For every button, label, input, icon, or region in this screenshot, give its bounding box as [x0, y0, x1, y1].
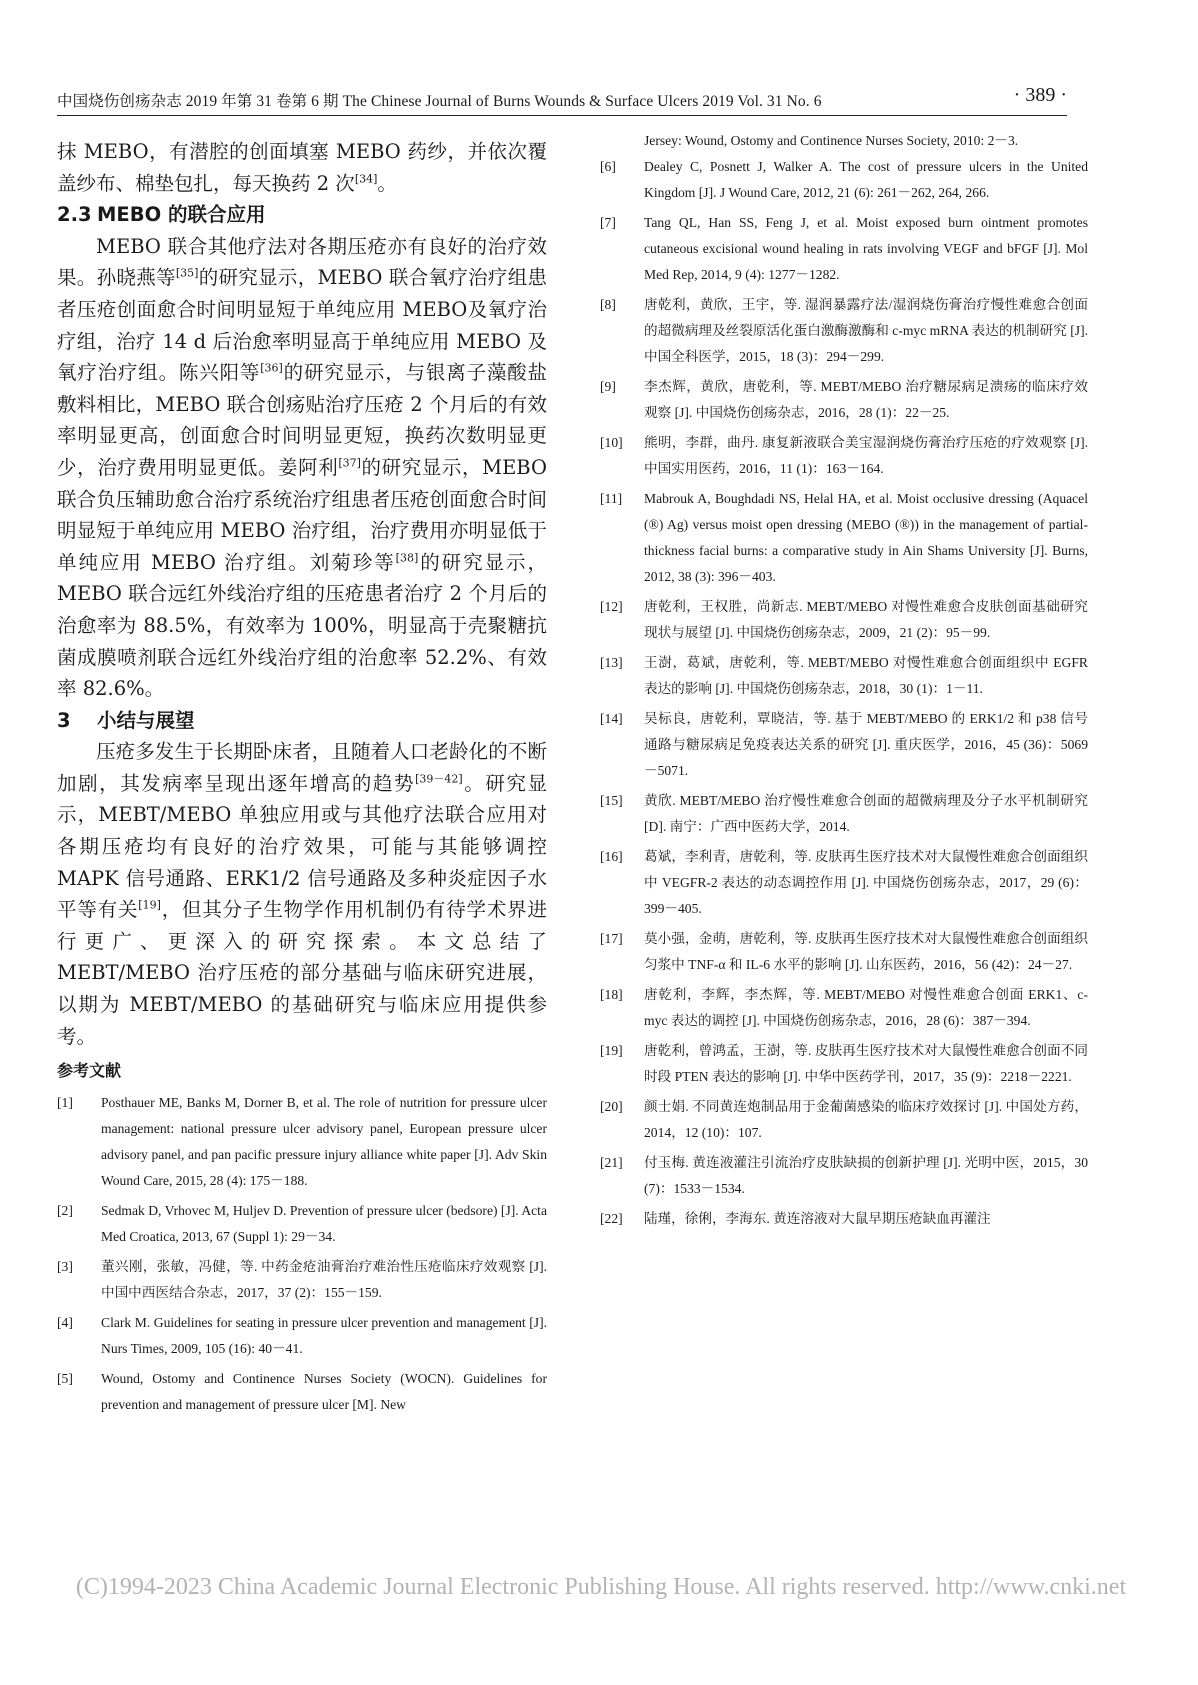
reference-text: Tang QL, Han SS, Feng J, et al. Moist exposed burn ointment promotes cutaneous excisional wound healing in rats involving VEGF and bFGF [J]. Mol Med Rep, 2014, 9 (4): 1277－1282. — [644, 215, 1088, 282]
reference-list-left — [57, 1090, 547, 1418]
running-header — [57, 84, 1067, 116]
reference-text: 葛斌，李利青，唐乾利，等. 皮肤再生医疗技术对大鼠慢性难愈合创面组织中 VEGFR-2 表达的动态调控作用 [J]. 中国烧伤创疡杂志，2017，29 (6)：399－405. — [644, 849, 1088, 916]
reference-number: [2] — [57, 1203, 73, 1219]
citation: [35] — [175, 266, 199, 280]
reference-item — [600, 430, 1088, 482]
text: 压疮多发生于长期卧床者，且随着人口老龄化的不断加剧，其发病率呈现出逐年增高的趋势 — [57, 740, 547, 795]
citation: [36] — [260, 361, 283, 375]
journal-header: 中国烧伤创疡杂志 2019 年第 31 卷第 6 期 The Chinese Journal of Burns Wounds & Surface Ulcers 2019 Vol. 31 No. 6 — [57, 93, 822, 110]
references-title: 参考文献 — [57, 1061, 122, 1081]
reference-text: Posthauer ME, Banks M, Dorner B, et al. The role of nutrition for pressure ulcer management: national pressure ulcer advisory panel, European pressure ulcer advisory panel, and pan pacific pressure injury alliance white paper [J]. Adv Skin Wound Care, 2015, 28 (4): 175－188. — [101, 1095, 547, 1189]
section-heading-2-3 — [57, 199, 547, 231]
reference-item — [600, 926, 1088, 978]
reference-number: [1] — [57, 1095, 73, 1111]
reference-item — [600, 1206, 1088, 1232]
reference-item — [600, 1150, 1088, 1202]
text: 。研究显示，MEBT/MEBO 单独应用或与其他疗法联合应用对各期压疮均有良好的治疗效果，可能与其能够调控 MAPK 信号通路、ERK1/2 信号通路及多种炎症因子水平等有关 — [57, 771, 547, 922]
section-number: 3 — [57, 708, 71, 732]
reference-text: 李杰辉，黄欣，唐乾利，等. MEBT/MEBO 治疗糖尿病足溃疡的临床疗效观察 [J]. 中国烧伤创疡杂志，2016，28 (1)：22－25. — [644, 379, 1088, 420]
reference-text: 陆瑾，徐俐，李海东. 黄连溶液对大鼠早期压疮缺血再灌注 — [644, 1211, 991, 1226]
reference-number: [5] — [57, 1371, 73, 1387]
citation: [34] — [354, 172, 378, 186]
reference-number: [3] — [57, 1259, 73, 1275]
reference-number: [22] — [600, 1211, 623, 1226]
reference-item — [600, 650, 1088, 702]
reference-number: [4] — [57, 1315, 73, 1331]
section-number: 2.3 — [57, 203, 92, 227]
reference-item — [600, 210, 1088, 288]
reference-number: [17] — [600, 931, 623, 946]
reference-item — [600, 982, 1088, 1034]
text: 的研究显示，MEBO 联合负压辅助愈合治疗系统治疗组患者压疮创面愈合时间明显短于单纯应用 MEBO 治疗组，治疗费用亦明显低于单纯应用 MEBO 治疗组。刘菊珍等 — [57, 455, 547, 574]
left-column — [57, 136, 547, 1422]
reference-number: [8] — [600, 297, 616, 312]
page-number: · 389 · — [1013, 84, 1067, 106]
reference-text: Clark M. Guidelines for seating in pressure ulcer prevention and management [J]. Nurs Times, 2009, 105 (16): 40－41. — [101, 1315, 547, 1357]
reference-number: [10] — [600, 435, 623, 450]
reference-number: [9] — [600, 379, 616, 394]
reference-number: [13] — [600, 655, 623, 670]
citation: [39－42] — [415, 772, 463, 786]
citation: [37] — [338, 456, 361, 470]
reference-item — [57, 1198, 547, 1250]
text: 的研究显示，MEBO 联合远红外线治疗组的压疮患者治疗 2 个月后的治愈率为 88.5%，有效率为 100%，明显高于壳聚糖抗菌成膜喷剂联合远红外线治疗组的治愈率 52.2%、有效率 82.6%。 — [57, 550, 547, 701]
reference-list-right — [600, 154, 1088, 1232]
reference-number: [19] — [600, 1043, 623, 1058]
text: 抹 MEBO，有潜腔的创面填塞 MEBO 药纱，并依次覆盖纱布、棉垫包扎，每天换药 2 次 — [57, 140, 547, 195]
reference-item — [57, 1366, 547, 1418]
reference-item — [57, 1090, 547, 1194]
reference-number: [21] — [600, 1155, 623, 1170]
reference-number: [6] — [600, 159, 616, 174]
reference-text: 付玉梅. 黄连液灌注引流治疗皮肤缺损的创新护理 [J]. 光明中医，2015，30 (7)：1533－1534. — [644, 1155, 1088, 1196]
reference-item — [600, 374, 1088, 426]
reference-text: Wound, Ostomy and Continence Nurses Society (WOCN). Guidelines for prevention and management of pressure ulcer [M]. New — [101, 1371, 547, 1413]
reference-text: Dealey C, Posnett J, Walker A. The cost of pressure ulcers in the United Kingdom [J]. J Wound Care, 2012, 21 (6): 261－262, 264, 266. — [644, 159, 1088, 200]
reference-number: [11] — [600, 491, 623, 506]
reference-item — [600, 292, 1088, 370]
reference-text: 王澍，葛斌，唐乾利，等. MEBT/MEBO 对慢性难愈合创面组织中 EGFR 表达的影响 [J]. 中国烧伤创疡杂志，2018，30 (1)：1－11. — [644, 655, 1088, 696]
reference-text: Mabrouk A, Boughdadi NS, Helal HA, et al. Moist occlusive dressing (Aquacel (®) Ag) versus moist open dressing (MEBO (®)) in the management of partial-thickness facial burns: a comparative study in Ain Shams University [J]. Burns, 2012, 38 (3): 396－403. — [644, 491, 1088, 584]
right-column — [600, 128, 1088, 1236]
reference-item — [600, 594, 1088, 646]
reference-text: 熊明，李群，曲丹. 康复新液联合美宝湿润烧伤膏治疗压疮的疗效观察 [J]. 中国实用医药，2016，11 (1)：163－164. — [644, 435, 1088, 476]
section-title: 小结与展望 — [97, 708, 195, 732]
text: MEBO 联合其他疗法对各期压疮亦有良好的治疗效果。孙晓燕等 — [57, 234, 547, 290]
reference-number: [12] — [600, 599, 623, 614]
text: 。 — [377, 171, 397, 195]
reference-number: [16] — [600, 849, 623, 864]
text: ，但其分子生物学作用机制仍有待学术界进行更广、更深入的研究探索。本文总结了 MEBT/MEBO 治疗压疮的部分基础与临床研究进展，以期为 MEBT/MEBO 的基础研究与临床应用提供参考。 — [57, 898, 547, 1048]
reference-item — [57, 1254, 547, 1306]
citation: [19] — [138, 898, 161, 912]
reference-number: [20] — [600, 1099, 623, 1114]
reference-item — [57, 1310, 547, 1362]
reference-text: 莫小强，金萌，唐乾利，等. 皮肤再生医疗技术对大鼠慢性难愈合创面组织匀浆中 TNF-α 和 IL-6 水平的影响 [J]. 山东医药，2016，56 (42)：24－27. — [644, 931, 1088, 972]
paragraph — [57, 736, 547, 1052]
section-title: MEBO 的联合应用 — [97, 203, 266, 227]
section-heading-3 — [57, 705, 547, 737]
reference-number: [14] — [600, 711, 623, 726]
reference-continuation: Jersey: Wound, Ostomy and Continence Nurses Society, 2010: 2－3. — [644, 133, 1019, 148]
reference-item — [600, 706, 1088, 784]
reference-text: 唐乾利，黄欣，王宇，等. 湿润暴露疗法/湿润烧伤膏治疗慢性难愈合创面的超微病理及丝裂原活化蛋白激酶激酶和 c-myc mRNA 表达的机制研究 [J]. 中国全科医学，2015，18 (3)：294－299. — [644, 297, 1088, 364]
reference-text: 黄欣. MEBT/MEBO 治疗慢性难愈合创面的超微病理及分子水平机制研究 [D]. 南宁：广西中医药大学，2014. — [644, 793, 1088, 834]
copyright-footer: (C)1994-2023 China Academic Journal Electronic Publishing House. All rights reserved. http://www.cnki.net — [75, 1574, 1127, 1600]
reference-number: [15] — [600, 793, 623, 808]
reference-item — [600, 154, 1088, 206]
reference-text: 颜士娟. 不同黄连炮制品用于金葡菌感染的临床疗效探讨 [J]. 中国处方药，2014，12 (10)：107. — [644, 1099, 1088, 1140]
reference-item — [600, 1038, 1088, 1090]
reference-item — [600, 844, 1088, 922]
paragraph — [57, 136, 547, 199]
reference-text: 唐乾利，曾鸿孟，王澍，等. 皮肤再生医疗技术对大鼠慢性难愈合创面不同时段 PTEN 表达的影响 [J]. 中华中医药学刊，2017，35 (9)：2218－2221. — [644, 1043, 1088, 1084]
reference-text: Sedmak D, Vrhovec M, Huljev D. Prevention of pressure ulcer (bedsore) [J]. Acta Med Croatica, 2013, 67 (Suppl 1): 29－34. — [101, 1203, 547, 1245]
reference-text: 吴标良，唐乾利，覃晓洁，等. 基于 MEBT/MEBO 的 ERK1/2 和 p38 信号通路与糖尿病足免疫表达关系的研究 [J]. 重庆医学，2016，45 (36)：5069－5071. — [644, 711, 1088, 778]
reference-item — [600, 486, 1088, 590]
reference-text: 董兴刚，张敏，冯健，等. 中药金疮油膏治疗难治性压疮临床疗效观察 [J]. 中国中西医结合杂志，2017，37 (2)：155－159. — [101, 1259, 547, 1301]
paragraph — [57, 231, 547, 705]
text: 的研究显示，MEBO 联合氧疗治疗组患者压疮创面愈合时间明显短于单纯应用 MEBO及氧疗治疗组，治疗 14 d 后治愈率明显高于单纯应用 MEBO 及氧疗治疗组。陈兴阳等 — [57, 266, 547, 385]
reference-text: 唐乾利，王权胜，尚新志. MEBT/MEBO 对慢性难愈合皮肤创面基础研究现状与展望 [J]. 中国烧伤创疡杂志，2009，21 (2)：95－99. — [644, 599, 1088, 640]
reference-text: 唐乾利，李辉，李杰辉，等. MEBT/MEBO 对慢性难愈合创面 ERK1、c-myc 表达的调控 [J]. 中国烧伤创疡杂志，2016，28 (6)：387－394. — [644, 987, 1088, 1028]
reference-item — [600, 788, 1088, 840]
reference-number: [7] — [600, 215, 616, 230]
reference-item — [600, 1094, 1088, 1146]
text: 的研究显示，与银离子藻酸盐敷料相比，MEBO 联合创疡贴治疗压疮 2 个月后的有效率明显更高，创面愈合时间明显更短，换药次数明显更少，治疗费用明显更低。姜阿利 — [57, 361, 547, 479]
citation: [38] — [395, 551, 419, 565]
reference-number: [18] — [600, 987, 623, 1002]
